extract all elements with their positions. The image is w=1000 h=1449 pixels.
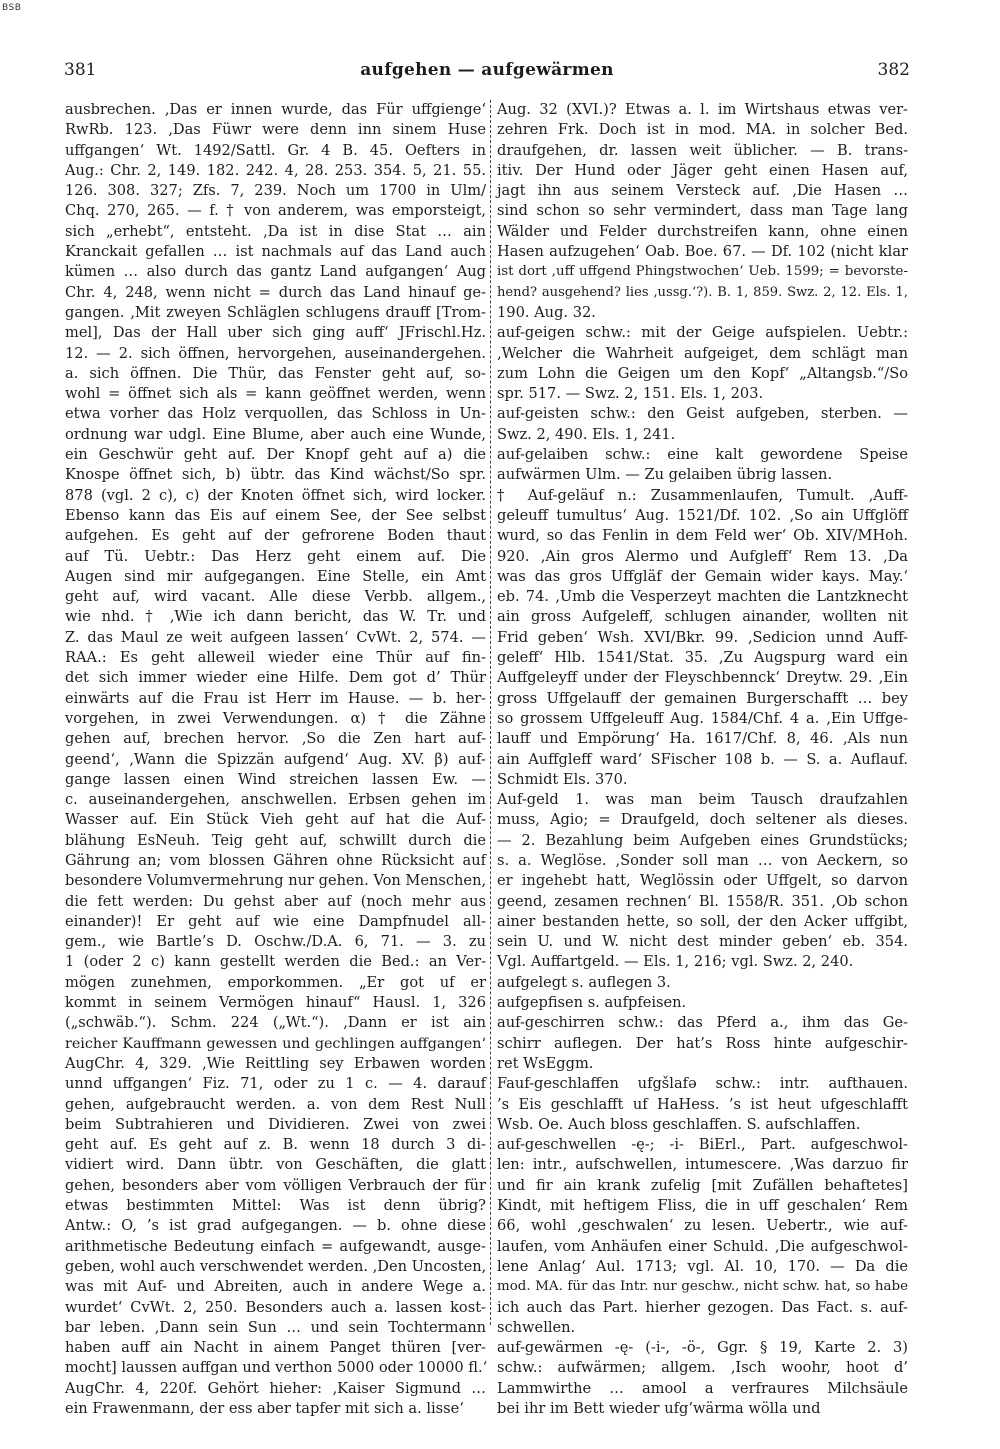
- text-line: kommt in seinem Vermögen hinauf“ Hausl. 1, 326: [65, 994, 486, 1012]
- text-line: ein Geschwür geht auf. Der Knopf geht auf a) die: [65, 446, 486, 464]
- text-line: Aug. 32 (XVI.)? Etwas a. l. im Wirtshaus etwas ver-: [497, 101, 908, 118]
- text-line: geht auf, wird vacant. Alle diese Verbb. allgem.,: [65, 588, 486, 606]
- text-line: geht auf. Es geht auf z. B. wenn 18 durch 3 di-: [65, 1136, 486, 1154]
- text-line: aufwärmen Ulm. — Zu gelaiben übrig lassen.: [497, 466, 833, 484]
- text-line: len: intr., aufschwellen, intumescere. ‚Was darzuo fir: [497, 1156, 908, 1174]
- column-divider: [490, 100, 491, 1325]
- text-line: Kindt, mit heftigem Fliss, die in uff geschalen‘ Rem: [497, 1197, 908, 1215]
- text-line: ain Auffgleff ward‘ SFischer 108 b. — S. a. Auflauf.: [497, 750, 908, 768]
- text-line: ret WsEggm.: [497, 1054, 594, 1072]
- text-line: mel], Das der Hall uber sich ging auff‘ JFrischl.Hz.: [65, 324, 486, 342]
- text-line: auf-geisten schw.: den Geist aufgeben, sterben. —: [497, 405, 908, 423]
- text-line: schirr auflegen. Der hat’s Ross hinte aufgeschir-: [497, 1034, 908, 1052]
- text-line: ‚Welcher die Wahrheit aufgeiget, dem schlägt man: [497, 344, 908, 362]
- text-line: was mit Auf- und Abreiten, auch in andere Wege a.: [65, 1278, 486, 1296]
- text-line: 878 (vgl. 2 c), c) der Knoten öffnet sich, wird locker.: [65, 486, 486, 504]
- text-line: Swz. 2, 490. Els. 1, 241.: [497, 425, 676, 443]
- library-stamp: BSB: [2, 3, 22, 13]
- text-line: gange lassen einen Wind streichen lassen Ew. —: [65, 770, 486, 788]
- text-line: Kranckait gefallen … ist nachmals auf das Land auch: [65, 243, 486, 261]
- text-line: vidiert wird. Dann übtr. von Geschäften, die glatt: [65, 1156, 486, 1174]
- text-line: gangen. ‚Mit zweyen Schläglen schlugens drauff [Trom-: [65, 303, 486, 321]
- text-line: aufgepfisen s. aufpfeisen.: [497, 994, 687, 1012]
- text-line: was das gros Uffgläf der Gemain wider kays. May.‘: [497, 567, 908, 585]
- text-line: ordnung war udgl. Eine Blume, aber auch eine Wunde,: [65, 425, 486, 443]
- text-line: mögen zunehmen, emporkommen. „Er got uf er: [65, 973, 486, 991]
- text-line: er ingehebt hatt, Weglössin oder Uffgelt, so darvon: [497, 872, 908, 890]
- right-column: [497, 100, 908, 1417]
- text-line: Lammwirthe … amool a verfraures Milchsäule: [497, 1379, 908, 1397]
- text-line: sich „erhebt“, entsteht. ‚Da ist in dise Stat … ain: [65, 222, 486, 240]
- text-line: s. a. Weglöse. ‚Sonder soll man … von Aeckern, so: [497, 851, 908, 869]
- text-line: etwas bestimmten Mittel: Was ist denn übrig?: [65, 1197, 486, 1215]
- text-line: Frid geben‘ Wsh. XVI/Bkr. 99. ‚Sedicion unnd Auff-: [497, 628, 908, 646]
- text-line: Wsb. Oe. Auch bloss geschlaffen. S. aufschlaffen.: [497, 1115, 861, 1133]
- text-line: beim Subtrahieren und Dividieren. Zwei von zwei: [65, 1115, 486, 1133]
- text-line: 920. ‚Ain gros Alermo und Aufgleff‘ Rem 13. ‚Da: [497, 547, 908, 565]
- text-line: geleff‘ Hlb. 1541/Stat. 35. ‚Zu Augspurg ward ein: [497, 649, 908, 667]
- text-line: schwellen.: [497, 1318, 576, 1336]
- text-line: schw.: aufwärmen; allgem. ‚Isch woohr, hoot d’: [497, 1359, 908, 1377]
- text-line: ainer bestanden hette, so soll, der den Acker uffgibt,: [497, 912, 908, 930]
- text-line: wurd, so das Fenlin in dem Feld wer‘ Ob. XIV/MHoh.: [497, 527, 908, 545]
- text-line: und fir ain krank zufelig [mit Zufällen behaftetes]: [497, 1176, 908, 1194]
- text-line: Auffgeleyff under der Fleyschbennck‘ Dreytw. 29. ‚Ein: [497, 669, 908, 687]
- text-line: 126. 308. 327; Zfs. 7, 239. Noch um 1700 in Ulm/: [65, 182, 486, 200]
- text-line: Z. das Maul ze weit aufgeen lassen‘ CvWt. 2, 574. —: [65, 628, 486, 646]
- text-line: sind schon so sehr vermindert, dass man Tage lang: [497, 202, 908, 220]
- text-line: auf-gewärmen -ę- (-i-, -ö-, Ggr. § 19, Karte 2. 3): [497, 1339, 908, 1357]
- text-line: einander)! Er geht auf wie eine Dampfnudel all-: [65, 912, 486, 930]
- left-column: [65, 100, 488, 1417]
- text-line: vorgehen, in zwei Verwendungen. α) † die Zähne: [65, 709, 486, 727]
- text-line: gehen, aufgebraucht werden. a. von dem Rest Null: [65, 1095, 486, 1113]
- text-line: RwRb. 123. ‚Das Füwr were denn inn sinem Huse: [65, 121, 486, 139]
- text-line: ausbrechen. ‚Das er innen wurde, das Für uffgienge‘: [65, 101, 486, 118]
- text-line: det sich immer wieder eine Hilfe. Dem got d’ Thür: [65, 669, 486, 687]
- text-line: („schwäb.“). Schm. 224 („Wt.“). ‚Dann er ist ain: [65, 1014, 486, 1032]
- text-line: ain gross Aufgeleff, schlugen ainander, wollten nit: [497, 608, 908, 626]
- text-line: die fett werden: Du gehst aber auf (noch mehr aus: [65, 892, 486, 910]
- text-line: auf-gelaiben schw.: eine kalt gewordene Speise: [497, 446, 908, 464]
- text-line: Wasser auf. Ein Stück Vieh geht auf hat die Auf-: [65, 811, 486, 829]
- text-line: zehren Frk. Doch ist in mod. MA. in solcher Bed.: [497, 121, 908, 139]
- text-line: auf-geschwellen -ę-; -i- BiErl., Part. aufgeschwol-: [497, 1136, 908, 1154]
- page-number-right: 382: [877, 60, 910, 80]
- text-line: ’s Eis geschlafft uf HaHess. ’s ist heut ufgeschlafft: [497, 1095, 908, 1113]
- text-line: Chq. 270, 265. — f. † von anderem, was emporsteigt,: [65, 202, 486, 220]
- text-line: draufgehen, dr. lassen weit üblicher. — B. trans-: [497, 141, 908, 159]
- text-line: itiv. Der Hund oder Jäger geht einen Hasen auf,: [497, 161, 908, 179]
- text-line: AugChr. 4, 329. ‚Wie Reittling sey Erbawen worden: [65, 1054, 486, 1072]
- text-line: Hasen aufzugehen‘ Oab. Boe. 67. — Df. 102 (nicht klar: [497, 243, 908, 261]
- text-line: gehen auf, brechen hervor. ‚So die Zen hart auf-: [65, 730, 486, 748]
- text-line: kümen … also durch das gantz Land aufgangen‘ Aug: [65, 263, 486, 281]
- text-line: laufen, vom Anhäufen einer Schuld. ‚Die aufgeschwol-: [497, 1237, 908, 1255]
- text-line: ein Frawenmann, der ess aber tapfer mit sich a. lisse‘: [65, 1400, 464, 1417]
- text-line: Ebenso kann das Eis auf einem See, der See selbst: [65, 506, 486, 524]
- text-line: geend‘, ‚Wann die Spizzän aufgend‘ Aug. XV. β) auf-: [65, 750, 486, 768]
- text-line: ist dort ‚uff uffgend Phingstwochen‘ Ueb. 1599; = bevorste-: [497, 264, 908, 280]
- text-line: blähung EsNeuh. Teig geht auf, schwillt durch die: [65, 831, 486, 849]
- text-line: Schmidt Els. 370.: [497, 770, 628, 788]
- text-line: Vgl. Auffartgeld. — Els. 1, 216; vgl. Swz. 2, 240.: [497, 953, 854, 971]
- text-line: haben auff ain Nacht in ainem Panget thüren [ver-: [65, 1339, 486, 1357]
- text-line: 190. Aug. 32.: [497, 303, 596, 321]
- page-header: [64, 60, 910, 86]
- text-line: Chr. 4, 248, wenn nicht = durch das Land hinauf ge-: [65, 283, 486, 301]
- text-line: Gährung an; vom blossen Gähren ohne Rücksicht auf: [65, 851, 486, 869]
- text-line: Wälder und Felder durchstreifen kann, ohne einen: [497, 222, 908, 240]
- text-line: muss, Agio; = Draufgeld, doch seltener als dieses.: [497, 811, 908, 829]
- text-line: unnd uffgangen‘ Fiz. 71, oder zu 1 c. — 4. darauf: [65, 1075, 486, 1093]
- page-number-left: 381: [64, 60, 97, 80]
- text-line: c. auseinandergehen, anschwellen. Erbsen gehen im: [65, 791, 486, 809]
- text-line: wurdet‘ CvWt. 2, 250. Besonders auch a. lassen kost-: [65, 1298, 486, 1316]
- text-line: gross Uffgelauff der gemainen Burgerschafft … bey: [497, 689, 908, 707]
- text-line: reicher Kauffmann gewessen und gechlingen auffgangen‘: [65, 1035, 486, 1052]
- text-line: wie nhd. † ‚Wie ich dann bericht, das W. Tr. und: [65, 608, 486, 626]
- text-line: eb. 74. ‚Umb die Vesperzeyt machten die Lantzknecht: [497, 588, 908, 606]
- text-line: Augen sind mir aufgegangen. Eine Stelle, ein Amt: [65, 567, 486, 585]
- text-line: Knospe öffnet sich, b) übtr. das Kind wächst/So spr.: [65, 466, 486, 484]
- text-line: a. sich öffnen. Die Thür, das Fenster geht auf, so-: [65, 364, 486, 382]
- text-line: lene Anlag‘ Aul. 1713; vgl. Al. 10, 170. — Da die: [497, 1257, 908, 1275]
- text-line: geben, wohl auch verschwendet werden. ‚Den Uncosten,: [65, 1257, 487, 1275]
- text-line: Fauf-geschlaffen ufgšlafə schw.: intr. aufthauen.: [497, 1075, 908, 1093]
- text-line: geleuff tumultus‘ Aug. 1521/Df. 102. ‚So ain Uffglöff: [497, 506, 908, 524]
- text-line: Auf-geld 1. was man beim Tausch draufzahlen: [497, 791, 908, 809]
- text-line: auf-geschirren schw.: das Pferd a., ihm das Ge-: [497, 1014, 908, 1032]
- text-line: spr. 517. — Swz. 2, 151. Els. 1, 203.: [497, 385, 764, 403]
- text-line: gehen, besonders aber vom völligen Verbrauch der für: [65, 1176, 486, 1194]
- text-line: einwärts auf die Frau ist Herr im Hause. — b. her-: [65, 689, 486, 707]
- text-line: aufgehen. Es geht auf der gefrorene Boden thaut: [65, 527, 486, 545]
- text-line: geend, zesamen rechnen‘ Bl. 1558/R. 351. ‚Ob schon: [497, 892, 908, 910]
- text-line: † Auf-geläuf n.: Zusammenlaufen, Tumult. ‚Auff-: [497, 486, 908, 504]
- text-line: zum Lohn die Geigen um den Kopf‘ „Altangsb.“/So: [497, 364, 908, 382]
- text-line: aufgelegt s. auflegen 3.: [497, 973, 671, 991]
- text-line: bar leben. ‚Dann sein Sun … und sein Tochtermann: [65, 1318, 486, 1336]
- text-line: lauff und Empörung‘ Ha. 1617/Chf. 8, 46. ‚Als nun: [497, 730, 908, 748]
- text-line: bei ihr im Bett wieder ufg’wärma wölla und: [497, 1400, 821, 1417]
- text-line: gem., wie Bartle’s D. Oschw./D.A. 6, 71. — 3. zu: [65, 933, 486, 951]
- text-line: jagt ihn aus seinem Versteck auf. ‚Die Hasen …: [497, 182, 908, 200]
- text-line: auf-geigen schw.: mit der Geige aufspielen. Uebtr.:: [497, 324, 908, 342]
- text-line: sein U. und W. nicht dest minder geben‘ eb. 354.: [497, 933, 908, 951]
- text-line: arithmetische Bedeutung einfach = aufgewandt, ausge-: [65, 1237, 486, 1255]
- text-line: RAA.: Es geht alleweil wieder eine Thür auf fin-: [65, 649, 486, 667]
- text-line: mocht] laussen auffgan und verthon 5000 oder 10000 fl.‘: [65, 1359, 488, 1377]
- text-line: ich auch das Part. hierher gezogen. Das Fact. s. auf-: [497, 1298, 908, 1316]
- text-line: — 2. Bezahlung beim Aufgeben eines Grundstücks;: [497, 831, 908, 849]
- text-line: etwa vorher das Holz verquollen, das Schloss in Un-: [65, 405, 486, 423]
- page-title: aufgehen — aufgewärmen: [360, 60, 614, 80]
- text-line: AugChr. 4, 220f. Gehört hieher: ‚Kaiser Sigmund …: [65, 1379, 486, 1397]
- text-line: Antw.: O, ’s ist grad aufgegangen. — b. ohne diese: [65, 1217, 486, 1235]
- text-line: besondere Volumvermehrung nur gehen. Von Menschen,: [65, 872, 487, 890]
- text-line: so grossem Uffgeleuff Aug. 1584/Chf. 4 a. ‚Ein Uffge-: [497, 709, 908, 727]
- text-line: Aug.: Chr. 2, 149. 182. 242. 4, 28. 253. 354. 5, 21. 55.: [65, 161, 486, 179]
- text-line: mod. MA. für das Intr. nur geschw., nicht schw. hat, so habe: [497, 1279, 908, 1295]
- text-line: uffgangen‘ Wt. 1492/Sattl. Gr. 4 B. 45. Oefters in: [65, 141, 486, 159]
- text-line: 1 (oder 2 c) kann gestellt werden die Bed.: an Ver-: [65, 953, 486, 971]
- text-line: wohl = öffnet sich als = kann geöffnet werden, wenn: [65, 385, 486, 403]
- text-line: 12. — 2. sich öffnen, hervorgehen, auseinandergehen.: [65, 344, 486, 362]
- text-line: hend? ausgehend? lies ‚ussg.‘?). B. 1, 859. Swz. 2, 12. Els. 1,: [497, 284, 908, 300]
- text-line: auf Tü. Uebtr.: Das Herz geht einem auf. Die: [65, 547, 486, 565]
- text-line: 66, wohl ‚geschwalen‘ zu lesen. Uebertr., wie auf-: [497, 1217, 908, 1235]
